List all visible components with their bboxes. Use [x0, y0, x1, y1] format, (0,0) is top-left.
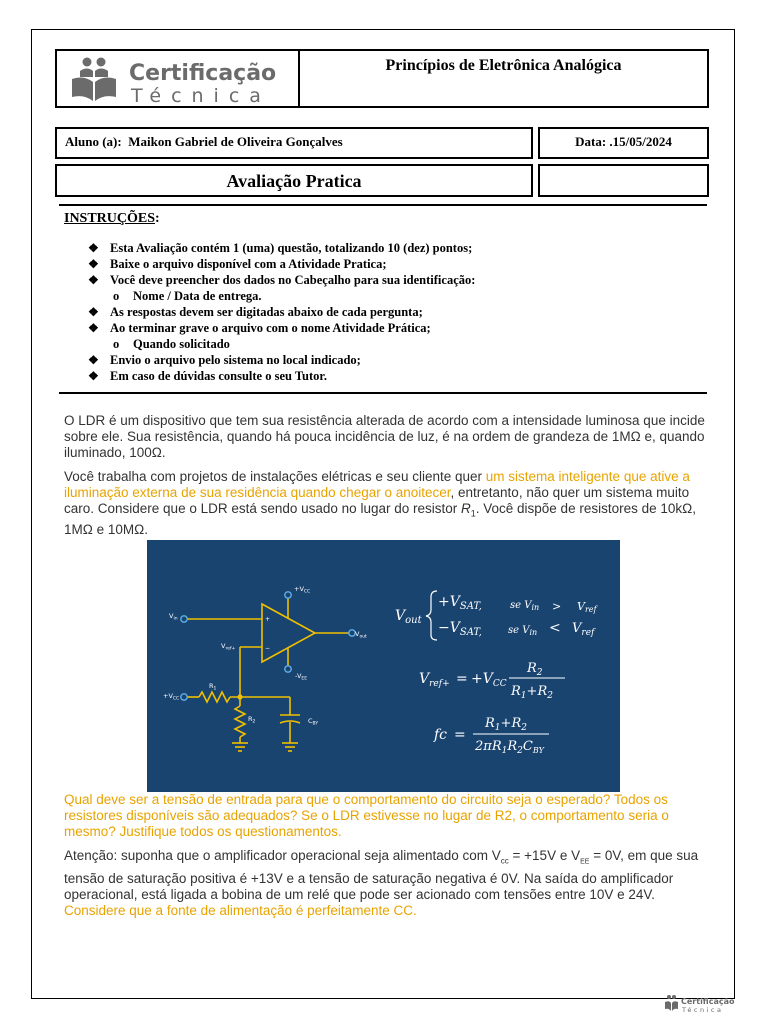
- svg-text:−: −: [265, 645, 271, 652]
- question-paragraph-1: O LDR é um dispositivo que tem sua resistência alterada de acordo com a intensidade luminosa que incide sobre ele. Sua resistência, quando há pouca incidência de luz, é na ordem de grandeza de 1MΩ e, quando iluminado, 100Ω.: [64, 413, 705, 460]
- svg-text:Vin: $V_{in}$: [169, 612, 178, 622]
- svg-text:+VSAT,: $+V_{SAT,}$: [438, 594, 482, 612]
- grade-cell: [538, 164, 709, 197]
- svg-text:Vout: $V_{out}$: [395, 608, 422, 626]
- instruction-item: ❖ Baixe o arquivo disponível com a Atividade Pratica;: [88, 256, 475, 272]
- svg-text:se Vin: se $V_{in}$: [508, 625, 538, 637]
- date-cell: [538, 127, 709, 159]
- student-label: Aluno (a):: [65, 134, 122, 149]
- instructions-list: [88, 240, 475, 384]
- svg-text:=: =: [456, 671, 468, 687]
- svg-text:=: =: [454, 727, 466, 743]
- svg-text:−VSAT,: $-V_{SAT,}$: [438, 620, 482, 638]
- svg-text:Vref: Vref: [577, 600, 597, 614]
- svg-text:Certificação: Certificação: [129, 61, 277, 86]
- svg-text:R1: $R_1$: [209, 682, 217, 692]
- certificacao-logo: [57, 51, 300, 106]
- course-title-cell: [298, 49, 709, 108]
- question-prompt: Qual deve ser a tensão de entrada para que o comportamento do circuito seja o esperado? Todos os resistores disponíveis são adequados? Se o LDR estivesse no lugar de R2, o comportamento seria o mesmo? Justifique todos os questionamentos.: [64, 792, 669, 839]
- svg-text:Vref: $V_{ref}$: [572, 621, 595, 638]
- svg-text:se Vin: se $V_{in}$: [510, 600, 540, 612]
- course-title: Princípios de Eletrônica Analógica: [385, 57, 622, 74]
- svg-text:<: <: [549, 620, 561, 636]
- divider-top: [59, 204, 707, 206]
- svg-text:R2: $R_2$: [527, 661, 543, 678]
- instruction-item: ❖ Esta Avaliação contém 1 (uma) questão, totalizando 10 (dez) pontos;: [88, 240, 475, 256]
- svg-text:CBY: $C_{BY}$: [308, 717, 319, 727]
- svg-text:R1+R2: $R_1+R_2$: [511, 684, 553, 701]
- svg-text:+: +: [265, 616, 271, 623]
- question-paragraph-2: Você trabalha com projetos de instalações elétricas e seu cliente quer um sistema inteligente que ative a iluminação externa de sua residência quando chegar o anoitecer, entretanto, não quer um sistema muito caro. Considere que o LDR está sendo usado no lugar do resistor $R_1$. Você dispõe de resistores de 10kΩ, 1MΩ e 10MΩ.: [64, 469, 696, 537]
- svg-text:Vref+: $V_{ref+}$: [419, 671, 450, 689]
- instruction-subitem: o Nome / Data de entrega.: [88, 288, 475, 304]
- student-line: [65, 134, 343, 150]
- instruction-item: ❖ Envio o arquivo pelo sistema no local indicado;: [88, 352, 475, 368]
- instruction-item: ❖ Você deve preencher dos dados no Cabeçalho para sua identificação:: [88, 272, 475, 288]
- comparator-circuit-diagram: [147, 540, 620, 792]
- svg-text:fc: fc: [434, 727, 448, 743]
- svg-text:Vout: $V_{out}$: [355, 630, 367, 640]
- instruction-item: ❖ As respostas devem ser digitadas abaixo de cada pergunta;: [88, 304, 475, 320]
- svg-text:R2: $R_2$: [248, 715, 256, 725]
- footer-logo: [663, 993, 735, 1015]
- svg-text:+VCC: $+V_{CC}$: [471, 671, 507, 689]
- svg-text:+VCC: $+V_{CC}$: [294, 585, 311, 595]
- svg-text:Técnica: Técnica: [682, 1006, 724, 1014]
- svg-text:2πR1R2CBY: $2\pi R_1R_2C_{BY}$: [475, 739, 544, 756]
- svg-text:>: >: [552, 600, 562, 613]
- highlight-requirement: um sistema inteligente que ative a iluminação externa de sua residência quando chegar o anoitecer: [64, 469, 690, 500]
- certificacao-logo-small: [663, 993, 735, 1015]
- date-line: [540, 134, 707, 150]
- highlight-power-supply: Considere que a fonte de alimentação é perfeitamente CC.: [64, 902, 417, 918]
- date-label: Data:: [575, 134, 607, 149]
- svg-text:Certificação: Certificação: [681, 997, 735, 1006]
- question-paragraph-attention: Atenção: suponha que o amplificador operacional seja alimentado com $V_{cc} = +15V$ e $V_{EE} = 0V$, em que sua tensão de saturação positiva é +13V e a tensão de saturação negativa é 0V. Na saída do amplificador operacional, está ligada a bobina de um relé que pode ser acionado com tensões entre 10V e 24V. Considere que a fonte de alimentação é perfeitamente CC.: [64, 848, 699, 918]
- divider-bottom: [59, 392, 707, 394]
- svg-text:Vref+: $V_{ref+}$: [221, 642, 236, 652]
- instruction-item: ❖ Ao terminar grave o arquivo com o nome Atividade Prática;: [88, 320, 475, 336]
- circuit-figure: [147, 540, 620, 792]
- svg-text:-VEE: $-V_{EE}$: [295, 672, 308, 682]
- evaluation-title: Avaliação Pratica: [226, 171, 362, 191]
- svg-text:Técnica: Técnica: [131, 85, 271, 106]
- instructions-heading: INSTRUÇÕES:: [64, 211, 160, 226]
- student-name: Maikon Gabriel de Oliveira Gonçalves: [128, 134, 343, 149]
- logo-cell: [55, 49, 300, 108]
- svg-text:+VCC: $+V_{CC}$: [163, 692, 180, 702]
- instruction-item: ❖ Em caso de dúvidas consulte o seu Tutor.: [88, 368, 475, 384]
- svg-text:R1+R2: $R_1+R_2$: [485, 716, 527, 733]
- date-value: .15/05/2024: [609, 134, 672, 149]
- instruction-subitem: o Quando solicitado: [88, 336, 475, 352]
- student-cell: [55, 127, 533, 159]
- evaluation-title-cell: [55, 164, 533, 197]
